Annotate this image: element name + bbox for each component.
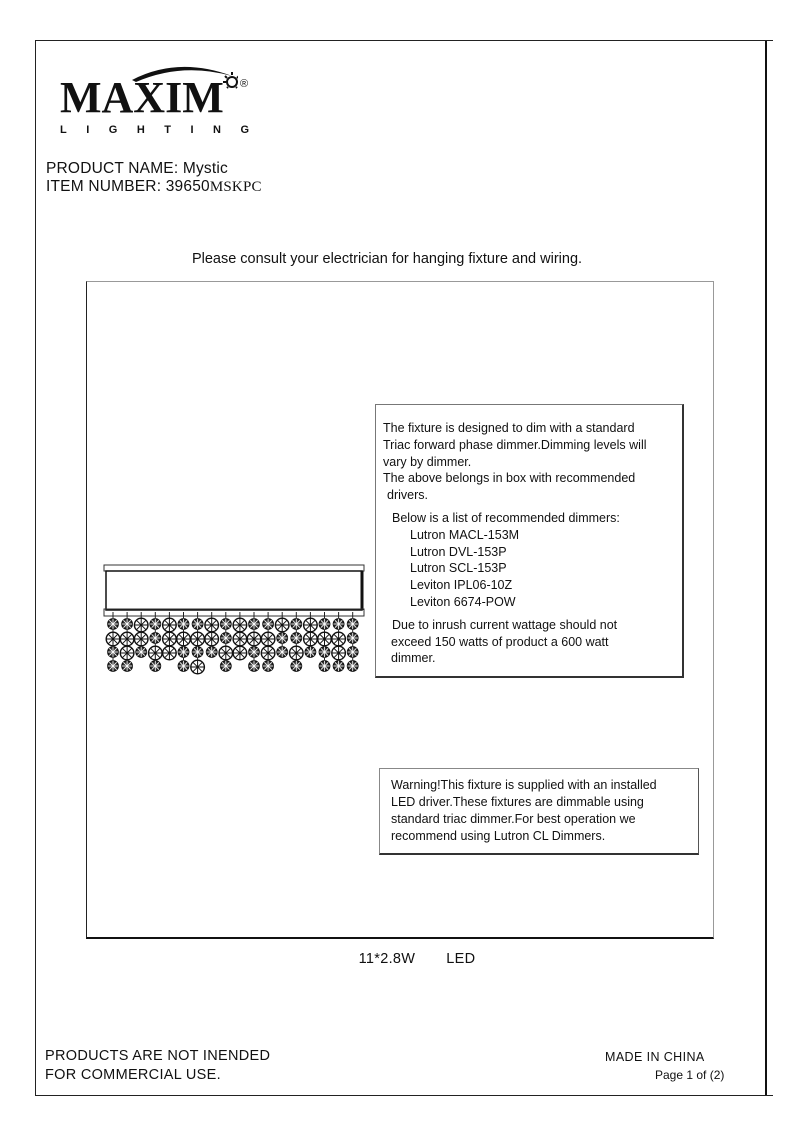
product-info — [46, 160, 262, 196]
page-bottom-rule — [35, 1095, 773, 1096]
item-number-digits: 39650 — [165, 178, 210, 195]
inrush-line: dimmer. — [391, 651, 436, 666]
info-line: vary by dimmer. — [383, 454, 472, 469]
warning-line: LED driver.These fixtures are dimmable using — [391, 795, 644, 809]
maxim-lighting-logo — [58, 60, 269, 140]
warning-line: standard triac dimmer.For best operation we — [391, 812, 636, 826]
page-top-rule — [35, 40, 773, 41]
linear-crystal-chandelier-drawing — [100, 560, 370, 680]
info-line: The fixture is designed to dim with a standard — [383, 421, 635, 435]
product-name-row — [46, 160, 262, 178]
item-number-row — [46, 178, 262, 196]
dimming-info-box — [375, 404, 684, 678]
dimmer-item: Lutron DVL-153P — [410, 544, 507, 559]
warning-line: recommend using Lutron CL Dimmers. — [391, 829, 606, 843]
dimmer-list-heading: Below is a list of recommended dimmers: — [392, 510, 620, 525]
inrush-line: Due to inrush current wattage should not — [392, 617, 618, 632]
product-name-label: PRODUCT NAME: — [46, 160, 179, 177]
commercial-use-disclaimer — [45, 1047, 270, 1084]
info-line: The above belongs in box with recommended — [383, 471, 636, 486]
electrician-notice: Please consult your electrician for hanging fixture and wiring. — [191, 251, 583, 267]
info-line: drivers. — [387, 488, 428, 503]
item-number-label: ITEM NUMBER: — [46, 178, 162, 195]
dimmer-item: Lutron MACL-153M — [410, 527, 520, 542]
registered-mark: ® — [240, 78, 249, 90]
dimmer-item: Leviton 6674-POW — [410, 594, 516, 609]
warning-box — [379, 768, 699, 855]
dimmer-item: Leviton IPL06-10Z — [410, 578, 513, 593]
inrush-line: exceed 150 watts of product a 600 watt — [391, 634, 609, 649]
product-name-value: Mystic — [182, 160, 228, 177]
logo-subtitle: LIGHTING — [60, 124, 269, 136]
logo-brand-text: MAXIM — [60, 73, 224, 122]
disclaimer-line: PRODUCTS ARE NOT INENDED — [45, 1048, 271, 1064]
disclaimer-line: FOR COMMERCIAL USE. — [45, 1066, 221, 1083]
made-in-label: MADE IN CHINA — [605, 1050, 705, 1064]
dimmer-item: Lutron SCL-153P — [410, 561, 507, 576]
warning-line: Warning!This fixture is supplied with an installed — [391, 778, 657, 792]
crystal-strands — [106, 612, 358, 674]
item-number-suffix: MSKPC — [209, 179, 262, 195]
led-spec: 11*2.8W LED — [358, 951, 476, 967]
info-line: Triac forward phase dimmer.Dimming levels will — [383, 437, 647, 452]
page-number: Page 1 of (2) — [655, 1068, 725, 1082]
